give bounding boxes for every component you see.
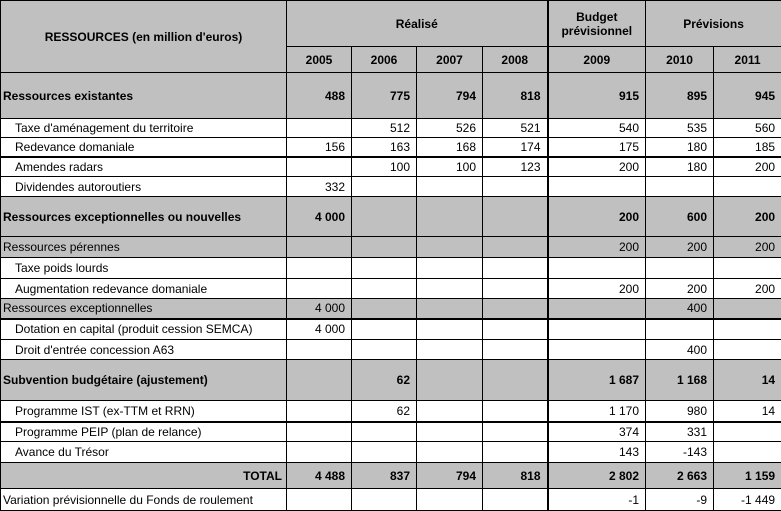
value-cell-2011: 200 bbox=[714, 157, 781, 177]
value-cell-2009: 1 170 bbox=[548, 401, 646, 422]
value-cell-2008 bbox=[483, 340, 548, 360]
value-cell-2008 bbox=[483, 319, 548, 340]
table-row bbox=[1, 138, 781, 157]
row-label: Ressources pérennes bbox=[1, 237, 287, 258]
value-cell-2005: 4 000 bbox=[287, 197, 352, 237]
value-cell-2008 bbox=[483, 401, 548, 422]
table-row bbox=[1, 157, 781, 177]
value-cell-2005: 4 488 bbox=[287, 463, 352, 489]
table-row bbox=[1, 489, 781, 511]
value-cell-2010: 200 bbox=[646, 279, 714, 299]
value-cell-2007: 526 bbox=[417, 119, 483, 138]
value-cell-2005 bbox=[287, 119, 352, 138]
value-cell-2008 bbox=[483, 442, 548, 463]
value-cell-2006: 775 bbox=[352, 73, 417, 119]
year-header: 2010 bbox=[646, 47, 714, 73]
value-cell-2010: 2 663 bbox=[646, 463, 714, 489]
value-cell-2006 bbox=[352, 237, 417, 258]
table-row bbox=[1, 360, 781, 401]
value-cell-2009 bbox=[548, 340, 646, 360]
value-cell-2009: 2 802 bbox=[548, 463, 646, 489]
value-cell-2005 bbox=[287, 279, 352, 299]
table-row bbox=[1, 279, 781, 299]
value-cell-2009: 200 bbox=[548, 237, 646, 258]
table-row bbox=[1, 401, 781, 422]
row-label: Dividendes autoroutiers bbox=[1, 177, 287, 197]
value-cell-2005 bbox=[287, 258, 352, 279]
row-label: Ressources exceptionnelles ou nouvelles bbox=[1, 197, 287, 237]
value-cell-2011: 200 bbox=[714, 279, 781, 299]
value-cell-2007: 794 bbox=[417, 73, 483, 119]
value-cell-2010: 180 bbox=[646, 138, 714, 157]
value-cell-2006 bbox=[352, 422, 417, 442]
value-cell-2005 bbox=[287, 401, 352, 422]
row-label: Dotation en capital (produit cession SEMCA) bbox=[1, 319, 287, 340]
value-cell-2011: 560 bbox=[714, 119, 781, 138]
value-cell-2008 bbox=[483, 177, 548, 197]
value-cell-2005: 4 000 bbox=[287, 299, 352, 319]
value-cell-2006: 62 bbox=[352, 360, 417, 401]
year-header: 2007 bbox=[417, 47, 483, 73]
value-cell-2011 bbox=[714, 340, 781, 360]
value-cell-2010: 980 bbox=[646, 401, 714, 422]
table-row bbox=[1, 73, 781, 119]
table-row bbox=[1, 422, 781, 442]
row-label: Variation prévisionnelle du Fonds de roulement bbox=[1, 489, 287, 511]
value-cell-2010: -9 bbox=[646, 489, 714, 511]
value-cell-2008 bbox=[483, 360, 548, 401]
value-cell-2008: 174 bbox=[483, 138, 548, 157]
value-cell-2010: 400 bbox=[646, 340, 714, 360]
value-cell-2009: 175 bbox=[548, 138, 646, 157]
value-cell-2005: 156 bbox=[287, 138, 352, 157]
year-header: 2011 bbox=[714, 47, 781, 73]
row-label: Avance du Trésor bbox=[1, 442, 287, 463]
value-cell-2007 bbox=[417, 279, 483, 299]
row-label: Redevance domaniale bbox=[1, 138, 287, 157]
value-cell-2009: 200 bbox=[548, 279, 646, 299]
value-cell-2011: 200 bbox=[714, 237, 781, 258]
row-label: Programme PEIP (plan de relance) bbox=[1, 422, 287, 442]
value-cell-2011: 14 bbox=[714, 401, 781, 422]
value-cell-2008: 521 bbox=[483, 119, 548, 138]
value-cell-2005 bbox=[287, 157, 352, 177]
value-cell-2007 bbox=[417, 319, 483, 340]
value-cell-2009: 915 bbox=[548, 73, 646, 119]
value-cell-2007: 794 bbox=[417, 463, 483, 489]
value-cell-2009: 200 bbox=[548, 157, 646, 177]
row-label: Amendes radars bbox=[1, 157, 287, 177]
value-cell-2007 bbox=[417, 340, 483, 360]
year-header: 2005 bbox=[287, 47, 352, 73]
value-cell-2007 bbox=[417, 258, 483, 279]
table-row bbox=[1, 258, 781, 279]
value-cell-2008: 123 bbox=[483, 157, 548, 177]
value-cell-2010: 895 bbox=[646, 73, 714, 119]
table-row bbox=[1, 442, 781, 463]
value-cell-2006 bbox=[352, 489, 417, 511]
value-cell-2008: 818 bbox=[483, 73, 548, 119]
value-cell-2010: 400 bbox=[646, 299, 714, 319]
value-cell-2007 bbox=[417, 489, 483, 511]
row-label: Ressources exceptionnelles bbox=[1, 299, 287, 319]
value-cell-2005 bbox=[287, 360, 352, 401]
value-cell-2011 bbox=[714, 258, 781, 279]
value-cell-2006 bbox=[352, 340, 417, 360]
value-cell-2005 bbox=[287, 489, 352, 511]
value-cell-2009: 540 bbox=[548, 119, 646, 138]
value-cell-2006 bbox=[352, 258, 417, 279]
value-cell-2011: 14 bbox=[714, 360, 781, 401]
table-row bbox=[1, 340, 781, 360]
value-cell-2009 bbox=[548, 258, 646, 279]
value-cell-2007 bbox=[417, 197, 483, 237]
table-row bbox=[1, 463, 781, 489]
value-cell-2011: 1 159 bbox=[714, 463, 781, 489]
group-header-budget: Budget prévisionnel bbox=[548, 1, 646, 47]
table-row bbox=[1, 237, 781, 258]
value-cell-2007 bbox=[417, 442, 483, 463]
value-cell-2005 bbox=[287, 340, 352, 360]
value-cell-2007 bbox=[417, 299, 483, 319]
value-cell-2005 bbox=[287, 442, 352, 463]
value-cell-2010: 331 bbox=[646, 422, 714, 442]
value-cell-2005: 488 bbox=[287, 73, 352, 119]
value-cell-2006 bbox=[352, 442, 417, 463]
value-cell-2007 bbox=[417, 422, 483, 442]
value-cell-2009: 143 bbox=[548, 442, 646, 463]
value-cell-2007 bbox=[417, 401, 483, 422]
value-cell-2011: 945 bbox=[714, 73, 781, 119]
value-cell-2008 bbox=[483, 489, 548, 511]
value-cell-2011 bbox=[714, 177, 781, 197]
value-cell-2008 bbox=[483, 197, 548, 237]
value-cell-2005: 4 000 bbox=[287, 319, 352, 340]
value-cell-2006: 100 bbox=[352, 157, 417, 177]
value-cell-2010: 180 bbox=[646, 157, 714, 177]
value-cell-2005: 332 bbox=[287, 177, 352, 197]
value-cell-2008 bbox=[483, 237, 548, 258]
value-cell-2006: 512 bbox=[352, 119, 417, 138]
value-cell-2009: -1 bbox=[548, 489, 646, 511]
value-cell-2011: 200 bbox=[714, 197, 781, 237]
value-cell-2009 bbox=[548, 177, 646, 197]
row-label: Taxe d'aménagement du territoire bbox=[1, 119, 287, 138]
table-row bbox=[1, 119, 781, 138]
value-cell-2009: 1 687 bbox=[548, 360, 646, 401]
value-cell-2008 bbox=[483, 299, 548, 319]
value-cell-2011 bbox=[714, 442, 781, 463]
row-label: Programme IST (ex-TTM et RRN) bbox=[1, 401, 287, 422]
value-cell-2007 bbox=[417, 360, 483, 401]
value-cell-2011 bbox=[714, 319, 781, 340]
row-label: Droit d'entrée concession A63 bbox=[1, 340, 287, 360]
value-cell-2007 bbox=[417, 237, 483, 258]
value-cell-2008: 818 bbox=[483, 463, 548, 489]
value-cell-2006 bbox=[352, 319, 417, 340]
row-label: TOTAL bbox=[1, 463, 287, 489]
value-cell-2009: 200 bbox=[548, 197, 646, 237]
table-row bbox=[1, 319, 781, 340]
table-body bbox=[1, 73, 781, 511]
group-header-realise: Réalisé bbox=[287, 1, 548, 47]
value-cell-2008 bbox=[483, 258, 548, 279]
year-header: 2009 bbox=[548, 47, 646, 73]
value-cell-2007 bbox=[417, 177, 483, 197]
value-cell-2010: 535 bbox=[646, 119, 714, 138]
table-row bbox=[1, 299, 781, 319]
value-cell-2006: 837 bbox=[352, 463, 417, 489]
value-cell-2008 bbox=[483, 279, 548, 299]
value-cell-2011 bbox=[714, 299, 781, 319]
value-cell-2007: 100 bbox=[417, 157, 483, 177]
row-label: Subvention budgétaire (ajustement) bbox=[1, 360, 287, 401]
year-header: 2006 bbox=[352, 47, 417, 73]
value-cell-2006: 62 bbox=[352, 401, 417, 422]
value-cell-2011: 185 bbox=[714, 138, 781, 157]
value-cell-2010 bbox=[646, 258, 714, 279]
row-label: Augmentation redevance domaniale bbox=[1, 279, 287, 299]
value-cell-2005 bbox=[287, 422, 352, 442]
value-cell-2010 bbox=[646, 319, 714, 340]
table-row bbox=[1, 197, 781, 237]
value-cell-2010: -143 bbox=[646, 442, 714, 463]
value-cell-2011 bbox=[714, 422, 781, 442]
value-cell-2007: 168 bbox=[417, 138, 483, 157]
value-cell-2010: 1 168 bbox=[646, 360, 714, 401]
value-cell-2010 bbox=[646, 177, 714, 197]
value-cell-2006 bbox=[352, 299, 417, 319]
value-cell-2006 bbox=[352, 197, 417, 237]
value-cell-2009 bbox=[548, 319, 646, 340]
value-cell-2009 bbox=[548, 299, 646, 319]
value-cell-2005 bbox=[287, 237, 352, 258]
value-cell-2006 bbox=[352, 279, 417, 299]
table-row bbox=[1, 177, 781, 197]
row-label: Ressources existantes bbox=[1, 73, 287, 119]
value-cell-2010: 200 bbox=[646, 237, 714, 258]
value-cell-2009: 374 bbox=[548, 422, 646, 442]
value-cell-2010: 600 bbox=[646, 197, 714, 237]
table-title: RESSOURCES (en million d'euros) bbox=[1, 1, 287, 73]
value-cell-2008 bbox=[483, 422, 548, 442]
value-cell-2011: -1 449 bbox=[714, 489, 781, 511]
row-label: Taxe poids lourds bbox=[1, 258, 287, 279]
value-cell-2006 bbox=[352, 177, 417, 197]
group-header-previsions: Prévisions bbox=[646, 1, 781, 47]
year-header: 2008 bbox=[483, 47, 548, 73]
value-cell-2006: 163 bbox=[352, 138, 417, 157]
